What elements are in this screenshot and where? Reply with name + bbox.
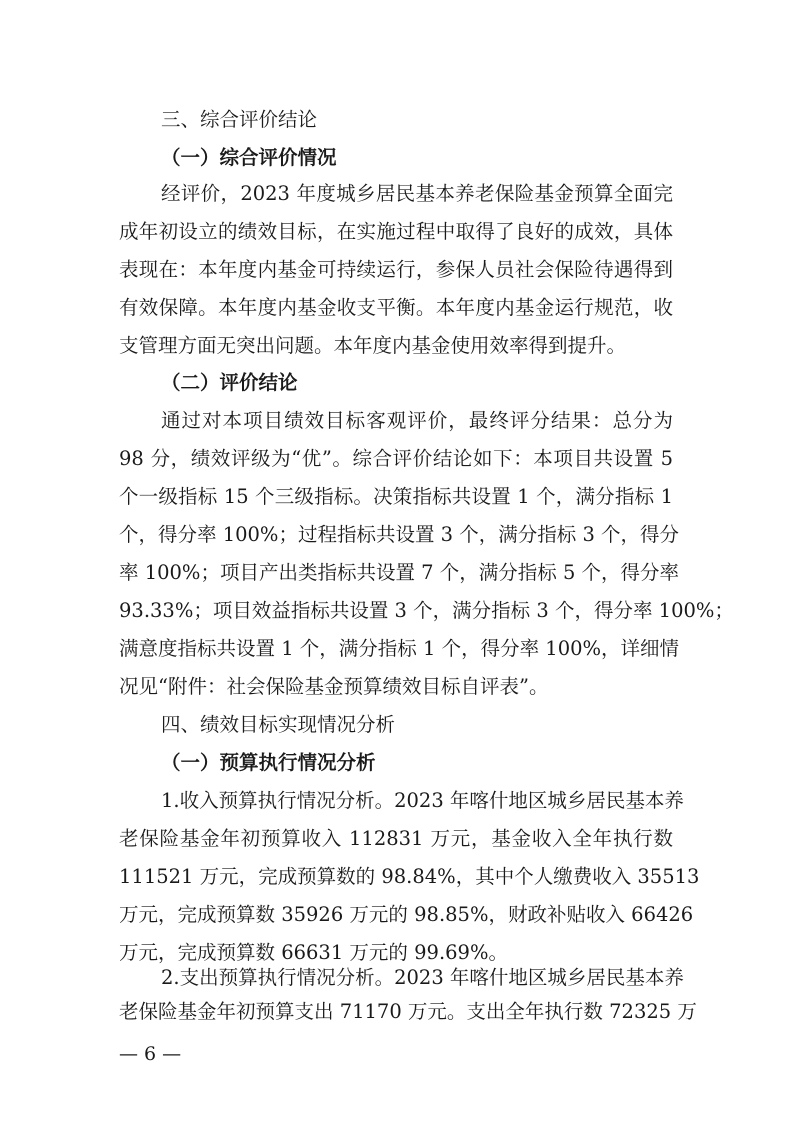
page-number: — 6 — (119, 1043, 182, 1065)
paragraph-line: 经评价，2023 年度城乡居民基本养老保险基金预算全面完 (161, 182, 673, 205)
paragraph-line: 个一级指标 15 个三级指标。决策指标共设置 1 个，满分指标 1 (119, 485, 673, 508)
paragraph-line: 老保险基金年初预算支出 71170 万元。支出全年执行数 72325 万 (119, 1000, 697, 1023)
paragraph-line: 通过对本项目绩效目标客观评价，最终评分结果：总分为 (161, 409, 673, 432)
section-heading-4: 四、绩效目标实现情况分析 (161, 713, 396, 736)
paragraph-line: 支管理方面无突出问题。本年度内基金使用效率得到提升。 (119, 334, 627, 357)
paragraph-line: 万元，完成预算数 35926 万元的 98.85%，财政补贴收入 66426 (119, 903, 694, 926)
paragraph-line: 万元，完成预算数 66631 万元的 99.69%。 (119, 941, 508, 964)
paragraph-line: 况见“附件：社会保险基金预算绩效目标自评表”。 (119, 675, 549, 698)
paragraph-line: 表现在：本年度内基金可持续运行，参保人员社会保险待遇得到 (119, 258, 673, 281)
subheading-overall-evaluation: （一）综合评价情况 (161, 146, 337, 169)
paragraph-line: 98 分，绩效评级为“优”。综合评价结论如下：本项目共设置 5 (119, 447, 673, 470)
paragraph-line: 个，得分率 100%；过程指标共设置 3 个，满分指标 3 个，得分 (119, 523, 680, 546)
paragraph-line: 老保险基金年初预算收入 112831 万元，基金收入全年执行数 (119, 827, 673, 850)
paragraph-line: 满意度指标共设置 1 个，满分指标 1 个，得分率 100%，详细情 (119, 637, 680, 660)
paragraph-line: 93.33%；项目效益指标共设置 3 个，满分指标 3 个，得分率 100%； (119, 599, 734, 622)
paragraph-line: 1.收入预算执行情况分析。2023 年喀什地区城乡居民基本养 (161, 789, 684, 812)
subheading-budget-execution: （一）预算执行情况分析 (161, 751, 376, 774)
paragraph-line: 2.支出预算执行情况分析。2023 年喀什地区城乡居民基本养 (161, 966, 684, 989)
paragraph-line: 率 100%；项目产出类指标共设置 7 个，满分指标 5 个，得分率 (119, 561, 680, 584)
paragraph-line: 111521 万元，完成预算数的 98.84%，其中个人缴费收入 35513 (119, 865, 700, 888)
subheading-evaluation-conclusion: （二）评价结论 (161, 371, 298, 394)
paragraph-line: 有效保障。本年度内基金收支平衡。本年度内基金运行规范，收 (119, 296, 673, 319)
section-heading-3: 三、综合评价结论 (161, 108, 318, 131)
paragraph-line: 成年初设立的绩效目标，在实施过程中取得了良好的成效，具体 (119, 220, 673, 243)
